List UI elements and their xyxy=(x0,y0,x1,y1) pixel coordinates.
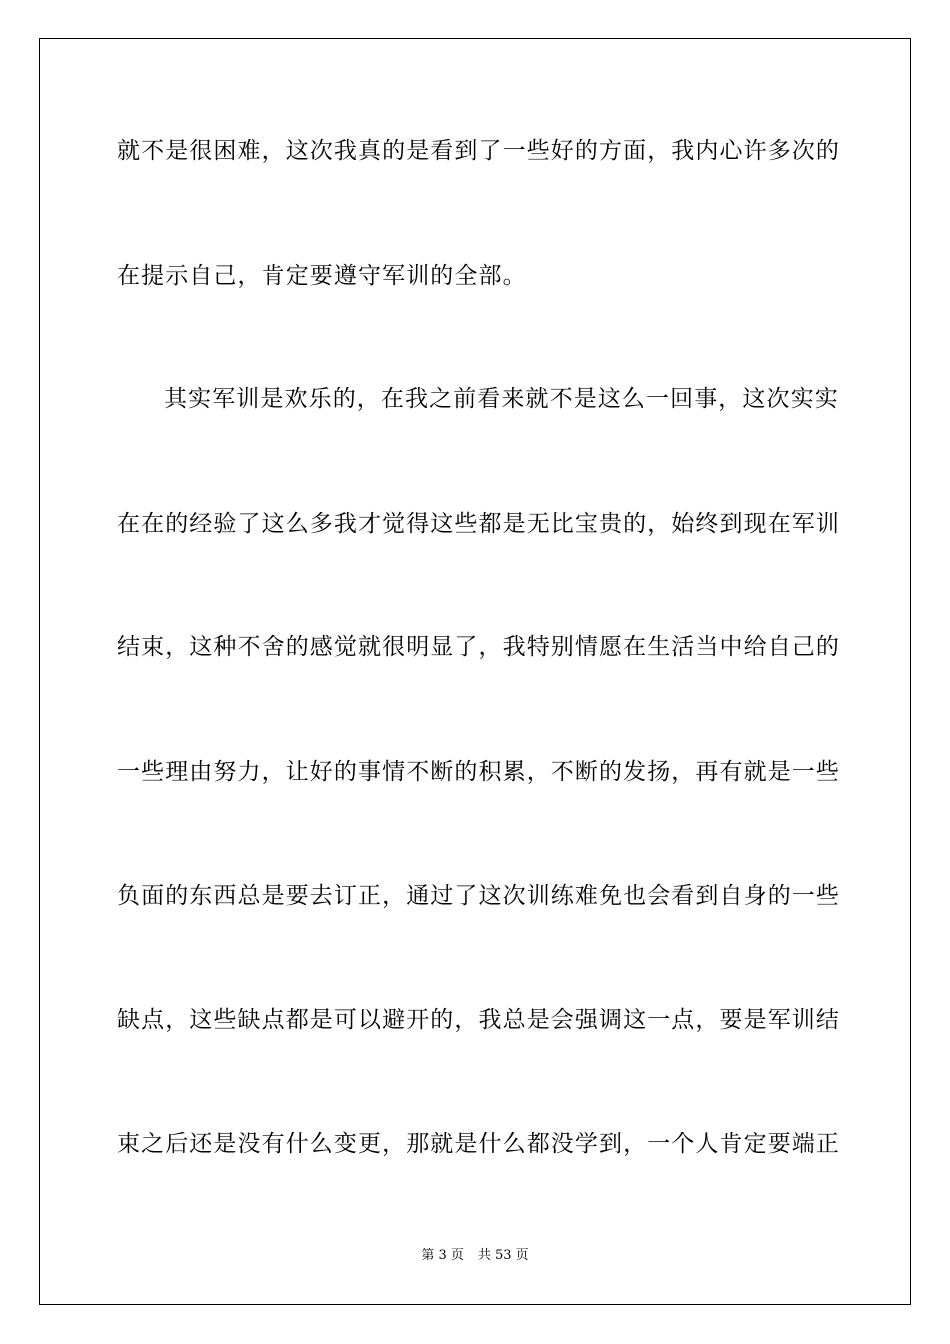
text-line-7: 负面的东西总是要去订正，通过了这次训练难免也会看到自身的一些 xyxy=(117,883,840,909)
text-line-8: 缺点，这些缺点都是可以避开的，我总是会强调这一点，要是军训结 xyxy=(117,1007,840,1033)
text-line-3: 其实军训是欢乐的，在我之前看来就不是这么一回事，这次实实 xyxy=(164,386,839,412)
text-line-4: 在在的经验了这么多我才觉得这些都是无比宝贵的，始终到现在军训 xyxy=(117,511,840,537)
text-line-1: 就不是很困难，这次我真的是看到了一些好的方面，我内心许多次的 xyxy=(117,138,840,164)
text-line-9: 束之后还是没有什么变更，那就是什么都没学到，一个人肯定要端正 xyxy=(117,1131,840,1157)
text-line-2: 在提示自己，肯定要遵守军训的全部。 xyxy=(117,263,527,289)
page-border xyxy=(39,38,911,1305)
page-footer xyxy=(0,1248,950,1264)
text-line-5: 结束，这种不舍的感觉就很明显了，我特别情愿在生活当中给自己的 xyxy=(117,634,840,660)
page-total: 共 53 页 xyxy=(477,1248,529,1263)
text-line-6: 一些理由努力，让好的事情不断的积累，不断的发扬，再有就是一些 xyxy=(117,759,840,785)
page-number: 第 3 页 xyxy=(421,1248,464,1263)
